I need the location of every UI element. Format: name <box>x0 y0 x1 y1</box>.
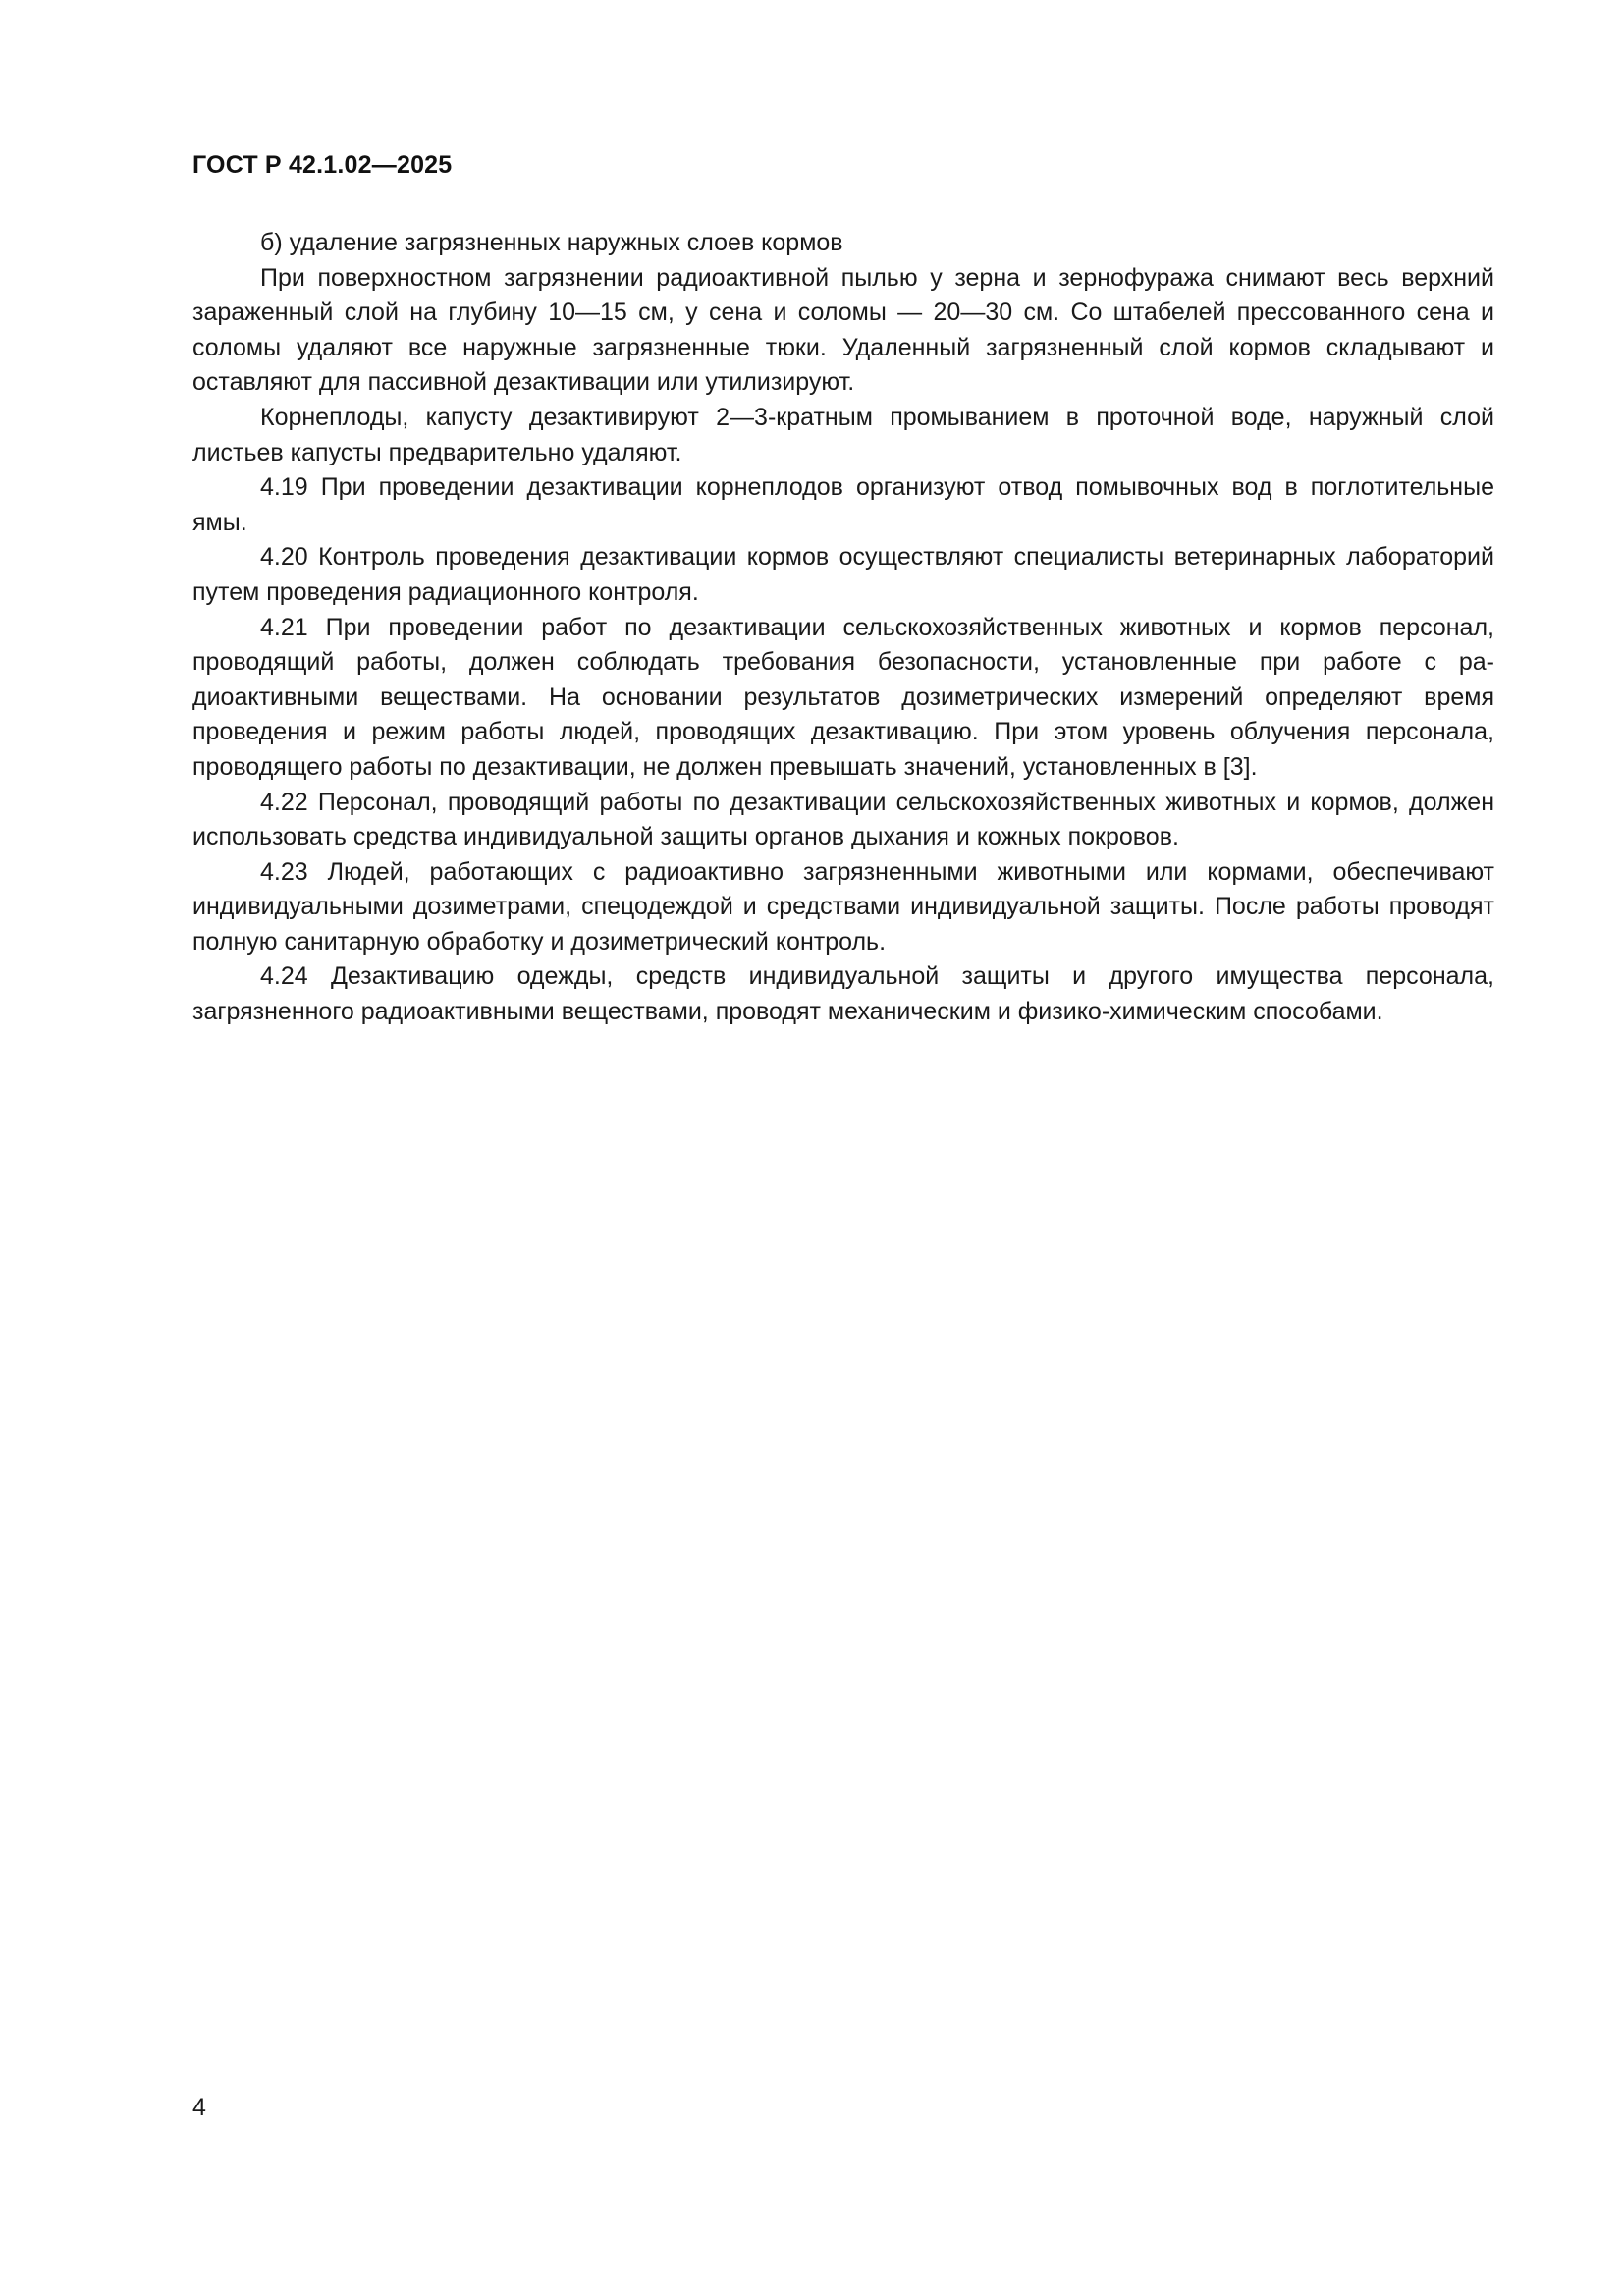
page-number: 4 <box>192 2094 206 2121</box>
paragraph-root-crops: Корнеплоды, капусту дезактивируют 2—3-кратным промыванием в проточной воде, наружный слой листьев капусты предварительно удаляют. <box>192 403 1494 466</box>
paragraph-4-23: 4.23 Людей, работающих с радиоактивно загрязненными животными или кормами, обеспечивают индивидуальными дозиметрами, спецодеждой и средствами индивидуальной защиты. После работы проводят полную санитарную обработку и дозиметрический контроль. <box>192 857 1494 956</box>
paragraph-4-19: 4.19 При проведении дезактивации корнеплодов организуют отвод помывочных вод в поглотительные ямы. <box>192 473 1494 536</box>
paragraph-item-b: б) удаление загрязненных наружных слоев кормов <box>260 229 843 256</box>
document-body <box>192 226 1494 1030</box>
paragraph-4-24: 4.24 Дезактивацию одежды, средств индивидуальной защиты и другого имущества персонала, загрязненного радиоактивными веществами, проводят механическим и физико-химическим способами. <box>192 962 1494 1026</box>
paragraph-surface-contamination: При поверхностном загрязнении радиоактивной пылью у зерна и зернофуража снимают весь верхний зараженный слой на глубину 10—15 см, у сена и соломы — 20—30 см. Со штабелей прессованного сена и соломы удаляют все наружные загрязненные тюки. Удаленный загрязненный слой кормов складывают и оставляют для пассивной дезактивации или утилизируют. <box>192 263 1494 397</box>
standard-designation: ГОСТ Р 42.1.02—2025 <box>192 151 453 179</box>
paragraph-4-21: 4.21 При проведении работ по дезактивации сельскохозяйственных животных и кормов персонал, проводящий работы, должен соблюдать требования безопасности, установленные при работе с радиоактивными веществами. На основании результатов дозиметрических измерений определяют время проведения и режим работы людей, проводящих дезактивацию. При этом уровень облучения персонала, проводящего работы по дезактивации, не должен превышать значений, установленных в [3]. <box>192 613 1494 781</box>
paragraph-4-20: 4.20 Контроль проведения дезактивации кормов осуществляют специалисты ветеринарных лабораторий путем проведения радиационного контроля. <box>192 543 1494 606</box>
paragraph-4-22: 4.22 Персонал, проводящий работы по дезактивации сельскохозяйственных животных и кормов, должен использовать средства индивидуальной защиты органов дыхания и кожных покровов. <box>192 788 1494 851</box>
